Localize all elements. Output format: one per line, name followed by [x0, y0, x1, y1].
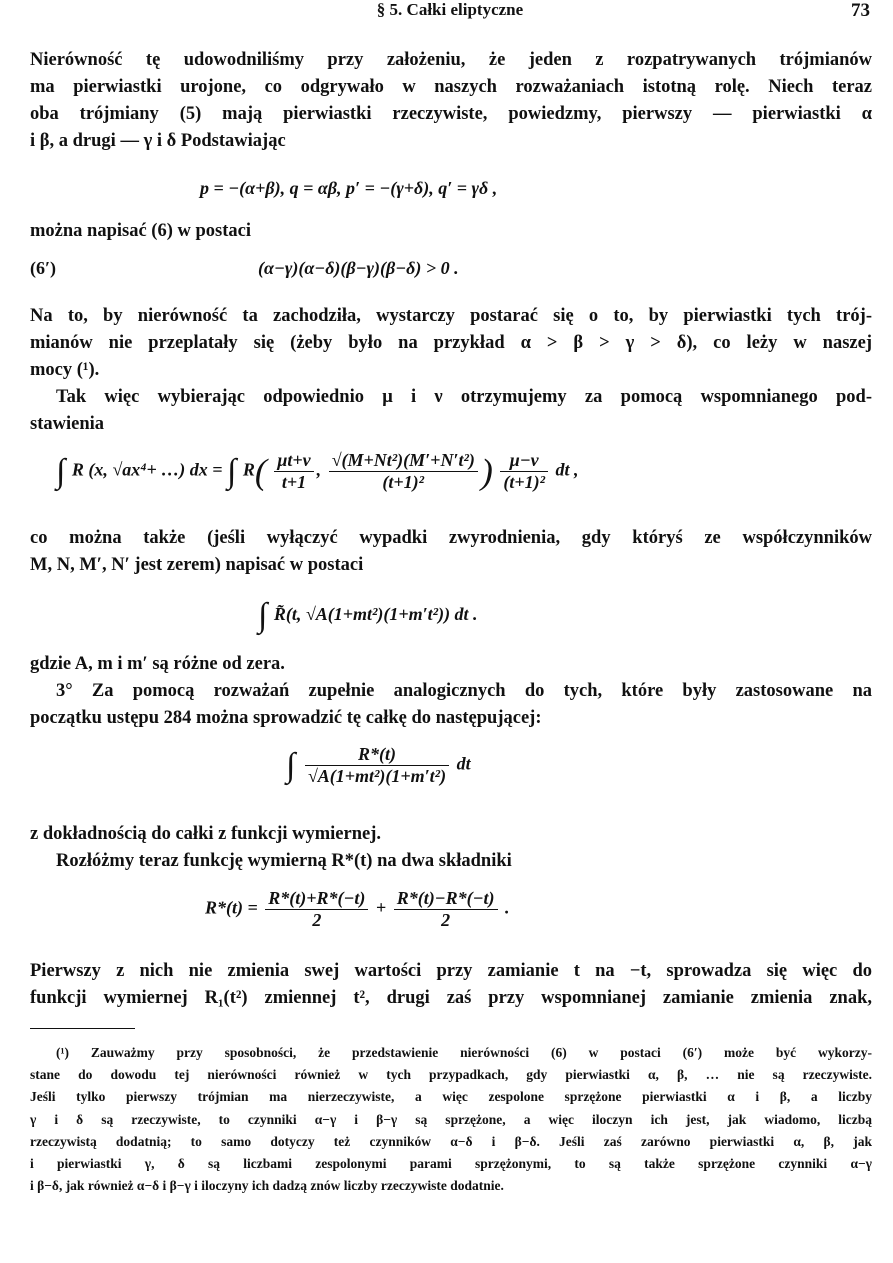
- paragraph-8: [30, 821, 872, 848]
- fraction: $\frac{\text{√(M+Nt²)(M′+N′t²)}}{\text{(t+1)²}}$: [329, 450, 478, 493]
- text-line: i β, a drugi — γ i δ Podstawiając: [30, 131, 286, 151]
- left-paren-icon: (: [254, 451, 267, 492]
- integral-lhs: R (x, √ax⁴+ …) dx =: [71, 459, 227, 480]
- fraction: $\frac{R*(t)-R*(-t)}{2}$: [394, 888, 498, 931]
- footnote-line: γ i δ są rzeczywiste, to czynniki α−γ i β−γ są sprzężone, a więc iloczyn ich jest, jak wiadomo, liczbą: [30, 1111, 872, 1127]
- plus-sign: +: [375, 897, 387, 918]
- footnote-line: rzeczywistą dodatnią; to samo dotyczy też czynników α−δ i β−δ. Jeśli zaś zarówno pierwiastki α, β, jak: [30, 1133, 872, 1149]
- text-line: 3° Za pomocą rozważań zupełnie analogicznych do tych, które były zastosowane na: [56, 681, 872, 701]
- text-line: funkcji wymiernej R₁(t²) zmiennej t², drugi zaś przy wspomnianej zamianie zmienia znak,: [30, 988, 872, 1008]
- footnote-line: stane do dowodu tej nierówności również w tych przypadkach, gdy pierwiastki α, β, … nie są rzeczywiste.: [30, 1067, 872, 1083]
- equation-number: (6′): [30, 258, 57, 278]
- footnote-line: i β−δ, jak również α−δ i β−γ i iloczyny ich dadzą znów liczby rzeczywiste dodatnie.: [30, 1178, 504, 1194]
- integral-sign-icon: ∫: [258, 597, 268, 634]
- text-line: z dokładnością do całki z funkcji wymiernej.: [30, 824, 381, 844]
- text-line: początku ustępu 284 można sprowadzić tę całkę do następującej:: [30, 708, 542, 728]
- footnote: [30, 1042, 872, 1197]
- text-line: Na to, by nierówność ta zachodziła, wystarczy postarać się o to, by pierwiastki tych trój-: [30, 306, 872, 326]
- paragraph-2: [30, 218, 872, 245]
- paragraph-10: [30, 958, 872, 1012]
- integral-sign-icon: ∫: [56, 452, 66, 490]
- text-line: stawienia: [30, 414, 104, 434]
- paragraph-7: [30, 678, 872, 732]
- text-line: można napisać (6) w postaci: [30, 221, 251, 241]
- text-line: mocy (¹).: [30, 360, 100, 380]
- paragraph-9: [30, 848, 872, 875]
- integral-star: [286, 744, 471, 787]
- differential: dt ,: [555, 459, 579, 480]
- integral-sign-icon: ∫: [286, 746, 296, 784]
- substitution-equation: p = −(α+β), q = αβ, p′ = −(γ+δ), q′ = γδ ,: [200, 178, 498, 198]
- split-lhs: R*(t) =: [205, 897, 258, 918]
- footnote-line: i pierwiastki γ, δ są liczbami zespolonymi parami sprzężonymi, to są także sprzężone czynniki α−γ: [30, 1156, 872, 1172]
- text-line: Pierwszy z nich nie zmienia swej wartości przy zamianie t na −t, sprowadza się więc do: [30, 961, 872, 981]
- paragraph-3: [30, 303, 872, 384]
- page-number: 73: [851, 0, 870, 21]
- paragraph-6: [30, 651, 872, 678]
- paragraph-4: [30, 384, 872, 438]
- integral-sign-icon: ∫: [226, 452, 237, 490]
- footnote-divider: [30, 1028, 135, 1029]
- text-line: co można także (jeśli wyłączyć wypadki zwyrodnienia, gdy któryś ze współczynników: [30, 528, 872, 548]
- fraction: $\frac{\mu-\nu}{\text{(t+1)²}}$: [500, 450, 548, 493]
- footnote-line: (¹) Zauważmy przy sposobności, że przedstawienie nierówności (6) w postaci (6′) może być wykorzy-: [56, 1045, 872, 1060]
- right-paren-icon: ): [480, 451, 493, 492]
- page-header: [30, 0, 870, 26]
- text-line: Nierówność tę udowodniliśmy przy założeniu, że jeden z rozpatrywanych trójmianów: [30, 50, 872, 70]
- reduced-integrand: R̃(t, √A(1+mt²)(1+m′t²)) dt .: [273, 604, 478, 625]
- function-R: R: [242, 459, 255, 480]
- text-line: M, N, M′, N′ jest zerem) napisać w postaci: [30, 555, 364, 575]
- paragraph-1: [30, 47, 872, 155]
- text-line: mianów nie przeplatały się (żeby było na przykład α > β > γ > δ), co leży w naszej: [30, 333, 872, 353]
- integral-substitution-equation: ∫ R (x, √ax⁴+ …) dx = ∫ R( $\frac{\mu t+\nu}{t+1}$ , $\frac{\text{√(M+Nt²)(M′+N′t²)}}{\text{(t+1)²}}$ ) $\frac{\mu-\nu}{\text{(t+1)²}}$ dt ,: [56, 450, 579, 492]
- fraction: $\frac{\mu t+\nu}{t+1}$: [274, 450, 313, 493]
- reduced-integral: [258, 597, 478, 635]
- inequality-6prime: (α−γ)(α−δ)(β−γ)(β−δ) > 0 .: [258, 258, 459, 278]
- footnote-line: Jeśli tylko pierwszy trójmian ma nierzeczywiste, a więc zespolone sprzężone pierwiastki α i β, a liczby: [30, 1089, 872, 1105]
- text-line: gdzie A, m i m′ są różne od zera.: [30, 654, 285, 674]
- paragraph-5: [30, 525, 872, 579]
- text-line: Tak więc wybierając odpowiednio μ i ν otrzymujemy za pomocą wspomnianego pod-: [56, 387, 872, 407]
- period: .: [505, 897, 510, 918]
- text-line: Rozłóżmy teraz funkcję wymierną R*(t) na dwa składniki: [56, 851, 512, 871]
- split-equation: [205, 888, 510, 931]
- text-line: oba trójmiany (5) mają pierwiastki rzeczywiste, powiedzmy, pierwszy — pierwiastki α: [30, 104, 872, 124]
- differential: dt: [456, 753, 471, 774]
- fraction: $\frac{R*(t)}{\text{√A(1+mt²)(1+m′t²)}}$: [305, 744, 449, 787]
- section-title: § 5. Całki eliptyczne: [376, 0, 524, 19]
- text-line: ma pierwiastki urojone, co odgrywało w naszych rozważaniach istotną rolę. Niech teraz: [30, 77, 872, 97]
- fraction: $\frac{R*(t)+R*(-t)}{2}$: [265, 888, 368, 931]
